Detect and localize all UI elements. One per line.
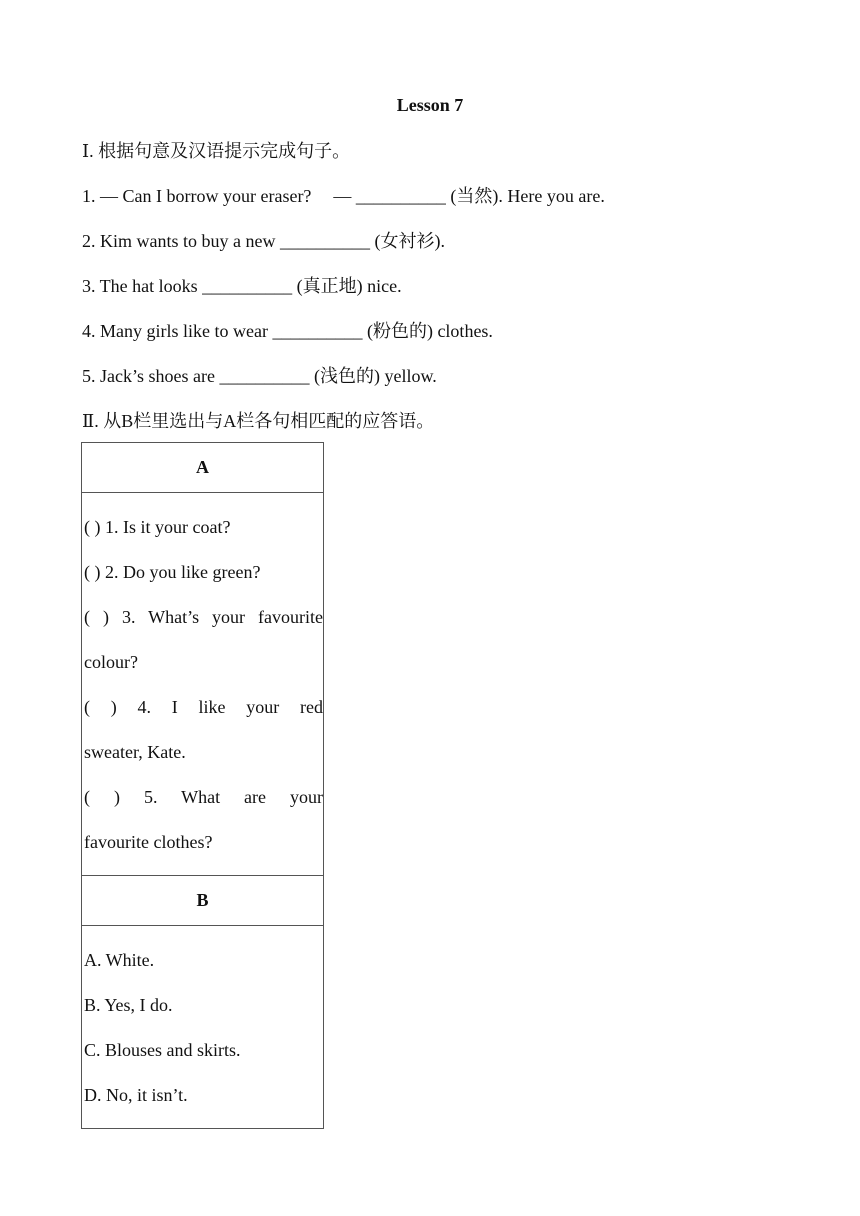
column-b-options [82, 926, 324, 1129]
section-2-heading: Ⅱ. 从B栏里选出与A栏各句相匹配的应答语。 [82, 411, 435, 431]
column-b-option: A. White. [84, 950, 155, 970]
question-1 [82, 185, 605, 207]
question-5: 5. Jack’s shoes are __________ (浅色的) yellow. [82, 366, 437, 386]
column-b-option: D. No, it isn’t. [84, 1085, 188, 1105]
column-a-line: colour? [84, 652, 138, 672]
question-4: 4. Many girls like to wear __________ (粉色的) clothes. [82, 321, 493, 341]
column-a-line: favourite clothes? [84, 832, 213, 852]
column-a-items [82, 493, 324, 876]
column-b-option: C. Blouses and skirts. [84, 1040, 241, 1060]
matching-table [81, 442, 324, 1129]
question-3: 3. The hat looks __________ (真正地) nice. [82, 276, 402, 296]
column-a-header: A [82, 443, 324, 493]
page-title: Lesson 7 [396, 95, 464, 115]
column-b-option: B. Yes, I do. [84, 995, 173, 1015]
column-a-line: ( ) 1. Is it your coat? [84, 517, 231, 537]
column-a-line: ( ) 3. What’s your favourite [84, 607, 323, 627]
question-2: 2. Kim wants to buy a new __________ (女衬衫). [82, 231, 445, 251]
column-a-line: sweater, Kate. [84, 742, 186, 762]
column-a-line: ( ) 2. Do you like green? [84, 562, 261, 582]
column-a-line: ( ) 4. I like your red [84, 697, 323, 717]
column-a-line: ( ) 5. What are your [84, 787, 323, 807]
question-1-answer: — __________ (当然). Here you are. [333, 186, 605, 206]
column-b-header: B [82, 876, 324, 926]
section-1-heading: Ⅰ. 根据句意及汉语提示完成句子。 [82, 141, 351, 161]
question-1-prompt: 1. — Can I borrow your eraser? [82, 186, 312, 206]
